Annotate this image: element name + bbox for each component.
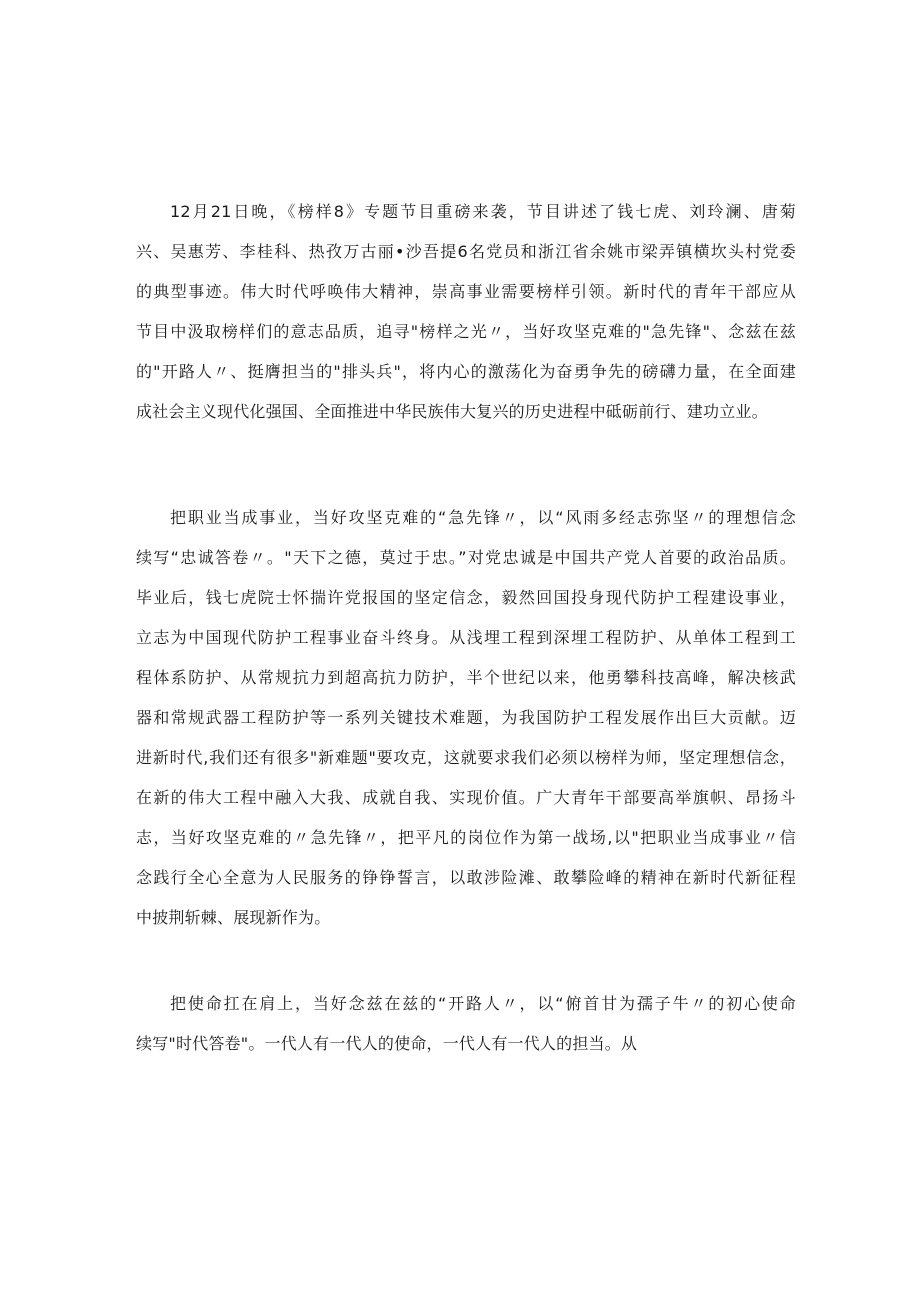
paragraph-line: 成社会主义现代化强国、全面推进中华民族伟大复兴的历史进程中砥砺前行、建功立业。 [136,402,768,421]
paragraph-line: 把使命扛在肩上，当好念兹在兹的“开路人〃，以“俯首甘为孺子牛〃的初心使命 [170,994,796,1013]
paragraph-line: 器和常规武器工程防护等一系列关键技术难题，为我国防护工程发展作出巨大贡献。迈 [136,708,796,727]
paragraph-line: 的典型事迹。伟大时代呼唤伟大精神，崇高事业需要榜样引领。新时代的青年干部应从 [136,282,796,301]
paragraph-line: 立志为中国现代防护工程事业奋斗终身。从浅埋工程到深埋工程防护、从单体工程到工 [136,628,796,647]
paragraph-line: 程体系防护、从常规抗力到超高抗力防护，半个世纪以来，他勇攀科技高峰，解决核武 [136,668,796,687]
paragraph-line: 进新时代,我们还有很多"新难题"要攻克，这就要求我们必须以榜样为师，坚定理想信念， [136,748,796,767]
paragraph-line: 的"开路人〃、挺膺担当的"排头兵"，将内心的激荡化为奋勇争先的磅礴力量，在全面建 [136,362,796,381]
paragraph-line: 节目中汲取榜样们的意志品质，追寻"榜样之光〃，当好攻坚克难的"急先锋"、念兹在兹 [136,322,796,341]
paragraph-line: 志，当好攻坚克难的〃急先锋〃，把平凡的岗位作为第一战场,以"把职业当成事业〃信 [136,828,796,847]
paragraph-1 [136,192,796,432]
paragraph-line: 续写"时代答卷"。一代人有一代人的使命，一代人有一代人的担当。从 [136,1034,638,1053]
paragraph-line: 毕业后，钱七虎院士怀揣许党报国的坚定信念，毅然回国投身现代防护工程建设事业， [136,588,796,607]
paragraph-line: 12月21日晚，《榜样8》专题节目重磅来袭，节目讲述了钱七虎、刘玲澜、唐菊 [170,202,796,221]
paragraph-3 [136,984,796,1064]
paragraph-line: 念践行全心全意为人民服务的铮铮誓言，以敢涉险滩、敢攀险峰的精神在新时代新征程 [136,868,796,887]
paragraph-line: 续写“忠诚答卷〃。"天下之德，莫过于忠。”对党忠诚是中国共产党人首要的政治品质。 [136,548,796,567]
paragraph-2 [136,498,796,938]
paragraph-line: 中披荆斩棘、展现新作为。 [136,908,331,927]
paragraph-line: 在新的伟大工程中融入大我、成就自我、实现价值。广大青年干部要高举旗帜、昂扬斗 [136,788,796,807]
paragraph-line: 兴、吴惠芳、李桂科、热孜万古丽•沙吾提6名党员和浙江省余姚市梁弄镇横坎头村党委 [136,242,796,261]
paragraph-line: 把职业当成事业，当好攻坚克难的“急先锋〃，以“风雨多经志弥坚〃的理想信念 [170,508,796,527]
